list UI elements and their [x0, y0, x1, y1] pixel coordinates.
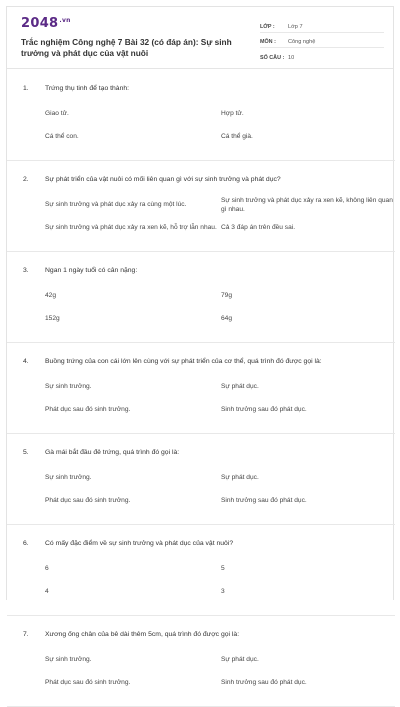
- question-number: 4.: [23, 358, 29, 365]
- answer-option-d[interactable]: Sinh trưởng sau đó phát dục.: [221, 406, 307, 413]
- question-prompt: Có mấy đặc điểm về sự sinh trưởng và phát dục của vật nuôi?: [45, 540, 234, 547]
- question-number: 1.: [23, 85, 29, 92]
- question-prompt: Xương ống chân của bê dài thêm 5cm, quá trình đó được gọi là:: [45, 631, 240, 638]
- question-text: [7, 525, 395, 548]
- answer-option-a[interactable]: Sự sinh trưởng.: [45, 656, 92, 663]
- logo-text: 2048: [21, 16, 59, 31]
- answer-option-d[interactable]: Sinh trưởng sau đó phát dục.: [221, 497, 307, 504]
- meta-row-subject: [260, 36, 384, 48]
- meta-label: MÔN :: [260, 39, 276, 45]
- answer-option-d[interactable]: Cả 3 đáp án trên đều sai.: [221, 224, 296, 231]
- question-prompt: Trứng thụ tinh để tạo thành:: [45, 85, 130, 92]
- answer-options: [7, 548, 395, 615]
- question-7: [7, 616, 395, 707]
- answer-options: [7, 184, 395, 251]
- question-4: [7, 343, 395, 434]
- question-prompt: Sự phát triển của vật nuôi có mối liên quan gì với sự sinh trưởng và phát dục?: [45, 176, 281, 183]
- meta-row-count: [260, 51, 384, 63]
- question-text: [7, 434, 395, 457]
- question-number: 3.: [23, 267, 29, 274]
- question-prompt: Buồng trứng của con cái lớn lên cùng với sự phát triển của cơ thể, quá trình đó được gọi là:: [45, 358, 322, 365]
- answer-options: [7, 366, 395, 433]
- answer-option-b[interactable]: Sự sinh trưởng và phát dục xảy ra xen kẽ, không liên quan gì nhau.: [221, 196, 393, 213]
- answer-options: [7, 93, 395, 160]
- question-number: 6.: [23, 540, 29, 547]
- answer-option-c[interactable]: Sự sinh trưởng và phát dục xảy ra xen kẽ, hỗ trợ lẫn nhau.: [45, 224, 217, 231]
- answer-option-c[interactable]: 4: [45, 588, 49, 595]
- answer-option-c[interactable]: Cá thể con.: [45, 133, 79, 140]
- answer-option-b[interactable]: 5: [221, 565, 225, 572]
- logo-suffix: .vn: [59, 16, 71, 24]
- answer-option-d[interactable]: Cá thể già.: [221, 133, 253, 140]
- meta-value: Công nghệ: [288, 39, 316, 45]
- question-prompt: Ngan 1 ngày tuổi có cân nặng:: [45, 267, 138, 274]
- answer-option-b[interactable]: Sự phát dục.: [221, 383, 259, 390]
- question-text: [7, 161, 395, 184]
- question-number: 7.: [23, 631, 29, 638]
- question-6: [7, 525, 395, 616]
- answer-option-d[interactable]: 3: [221, 588, 225, 595]
- meta-label: SỐ CÂU :: [260, 55, 285, 61]
- answer-option-d[interactable]: 64g: [221, 315, 233, 322]
- quiz-meta: [260, 21, 384, 66]
- answer-option-a[interactable]: Sự sinh trưởng.: [45, 383, 92, 390]
- meta-row-class: [260, 21, 384, 33]
- answer-option-c[interactable]: Phát dục sau đó sinh trưởng.: [45, 497, 131, 504]
- answer-options: [7, 275, 395, 342]
- site-logo[interactable]: [21, 16, 71, 31]
- question-2: [7, 161, 395, 252]
- question-text: [7, 343, 395, 366]
- question-text: [7, 70, 395, 93]
- question-number: 5.: [23, 449, 29, 456]
- question-1: [7, 70, 395, 161]
- answer-option-c[interactable]: Phát dục sau đó sinh trưởng.: [45, 406, 131, 413]
- meta-value: Lớp 7: [288, 24, 303, 30]
- answer-options: [7, 639, 395, 706]
- answer-option-c[interactable]: 152g: [45, 315, 60, 322]
- answer-option-d[interactable]: Sinh trưởng sau đó phát dục.: [221, 679, 307, 686]
- quiz-title: Trắc nghiệm Công nghệ 7 Bài 32 (có đáp án): Sự sinh trưởng và phát dục của vật nuôi: [21, 37, 232, 58]
- answer-option-a[interactable]: 42g: [45, 292, 57, 299]
- answer-option-a[interactable]: 6: [45, 565, 49, 572]
- answer-option-a[interactable]: Sự sinh trưởng và phát dục xảy ra cùng một lúc.: [45, 201, 187, 208]
- meta-value: 10: [288, 55, 295, 61]
- answer-option-b[interactable]: 79g: [221, 292, 233, 299]
- answer-option-b[interactable]: Sự phát dục.: [221, 656, 259, 663]
- question-5: [7, 434, 395, 525]
- quiz-page: [6, 6, 394, 686]
- answer-option-a[interactable]: Giao tử.: [45, 110, 69, 117]
- question-3: [7, 252, 395, 343]
- question-number: 2.: [23, 176, 29, 183]
- question-text: [7, 616, 395, 639]
- answer-options: [7, 457, 395, 524]
- quiz-header: [7, 7, 393, 69]
- question-text: [7, 252, 395, 275]
- answer-option-a[interactable]: Sự sinh trưởng.: [45, 474, 92, 481]
- question-list: [7, 70, 395, 707]
- answer-option-c[interactable]: Phát dục sau đó sinh trưởng.: [45, 679, 131, 686]
- question-prompt: Gà mái bắt đầu đẻ trứng, quá trình đó gọi là:: [45, 449, 180, 456]
- meta-label: LỚP :: [260, 24, 275, 30]
- answer-option-b[interactable]: Sự phát dục.: [221, 474, 259, 481]
- answer-option-b[interactable]: Hợp tử.: [221, 110, 244, 117]
